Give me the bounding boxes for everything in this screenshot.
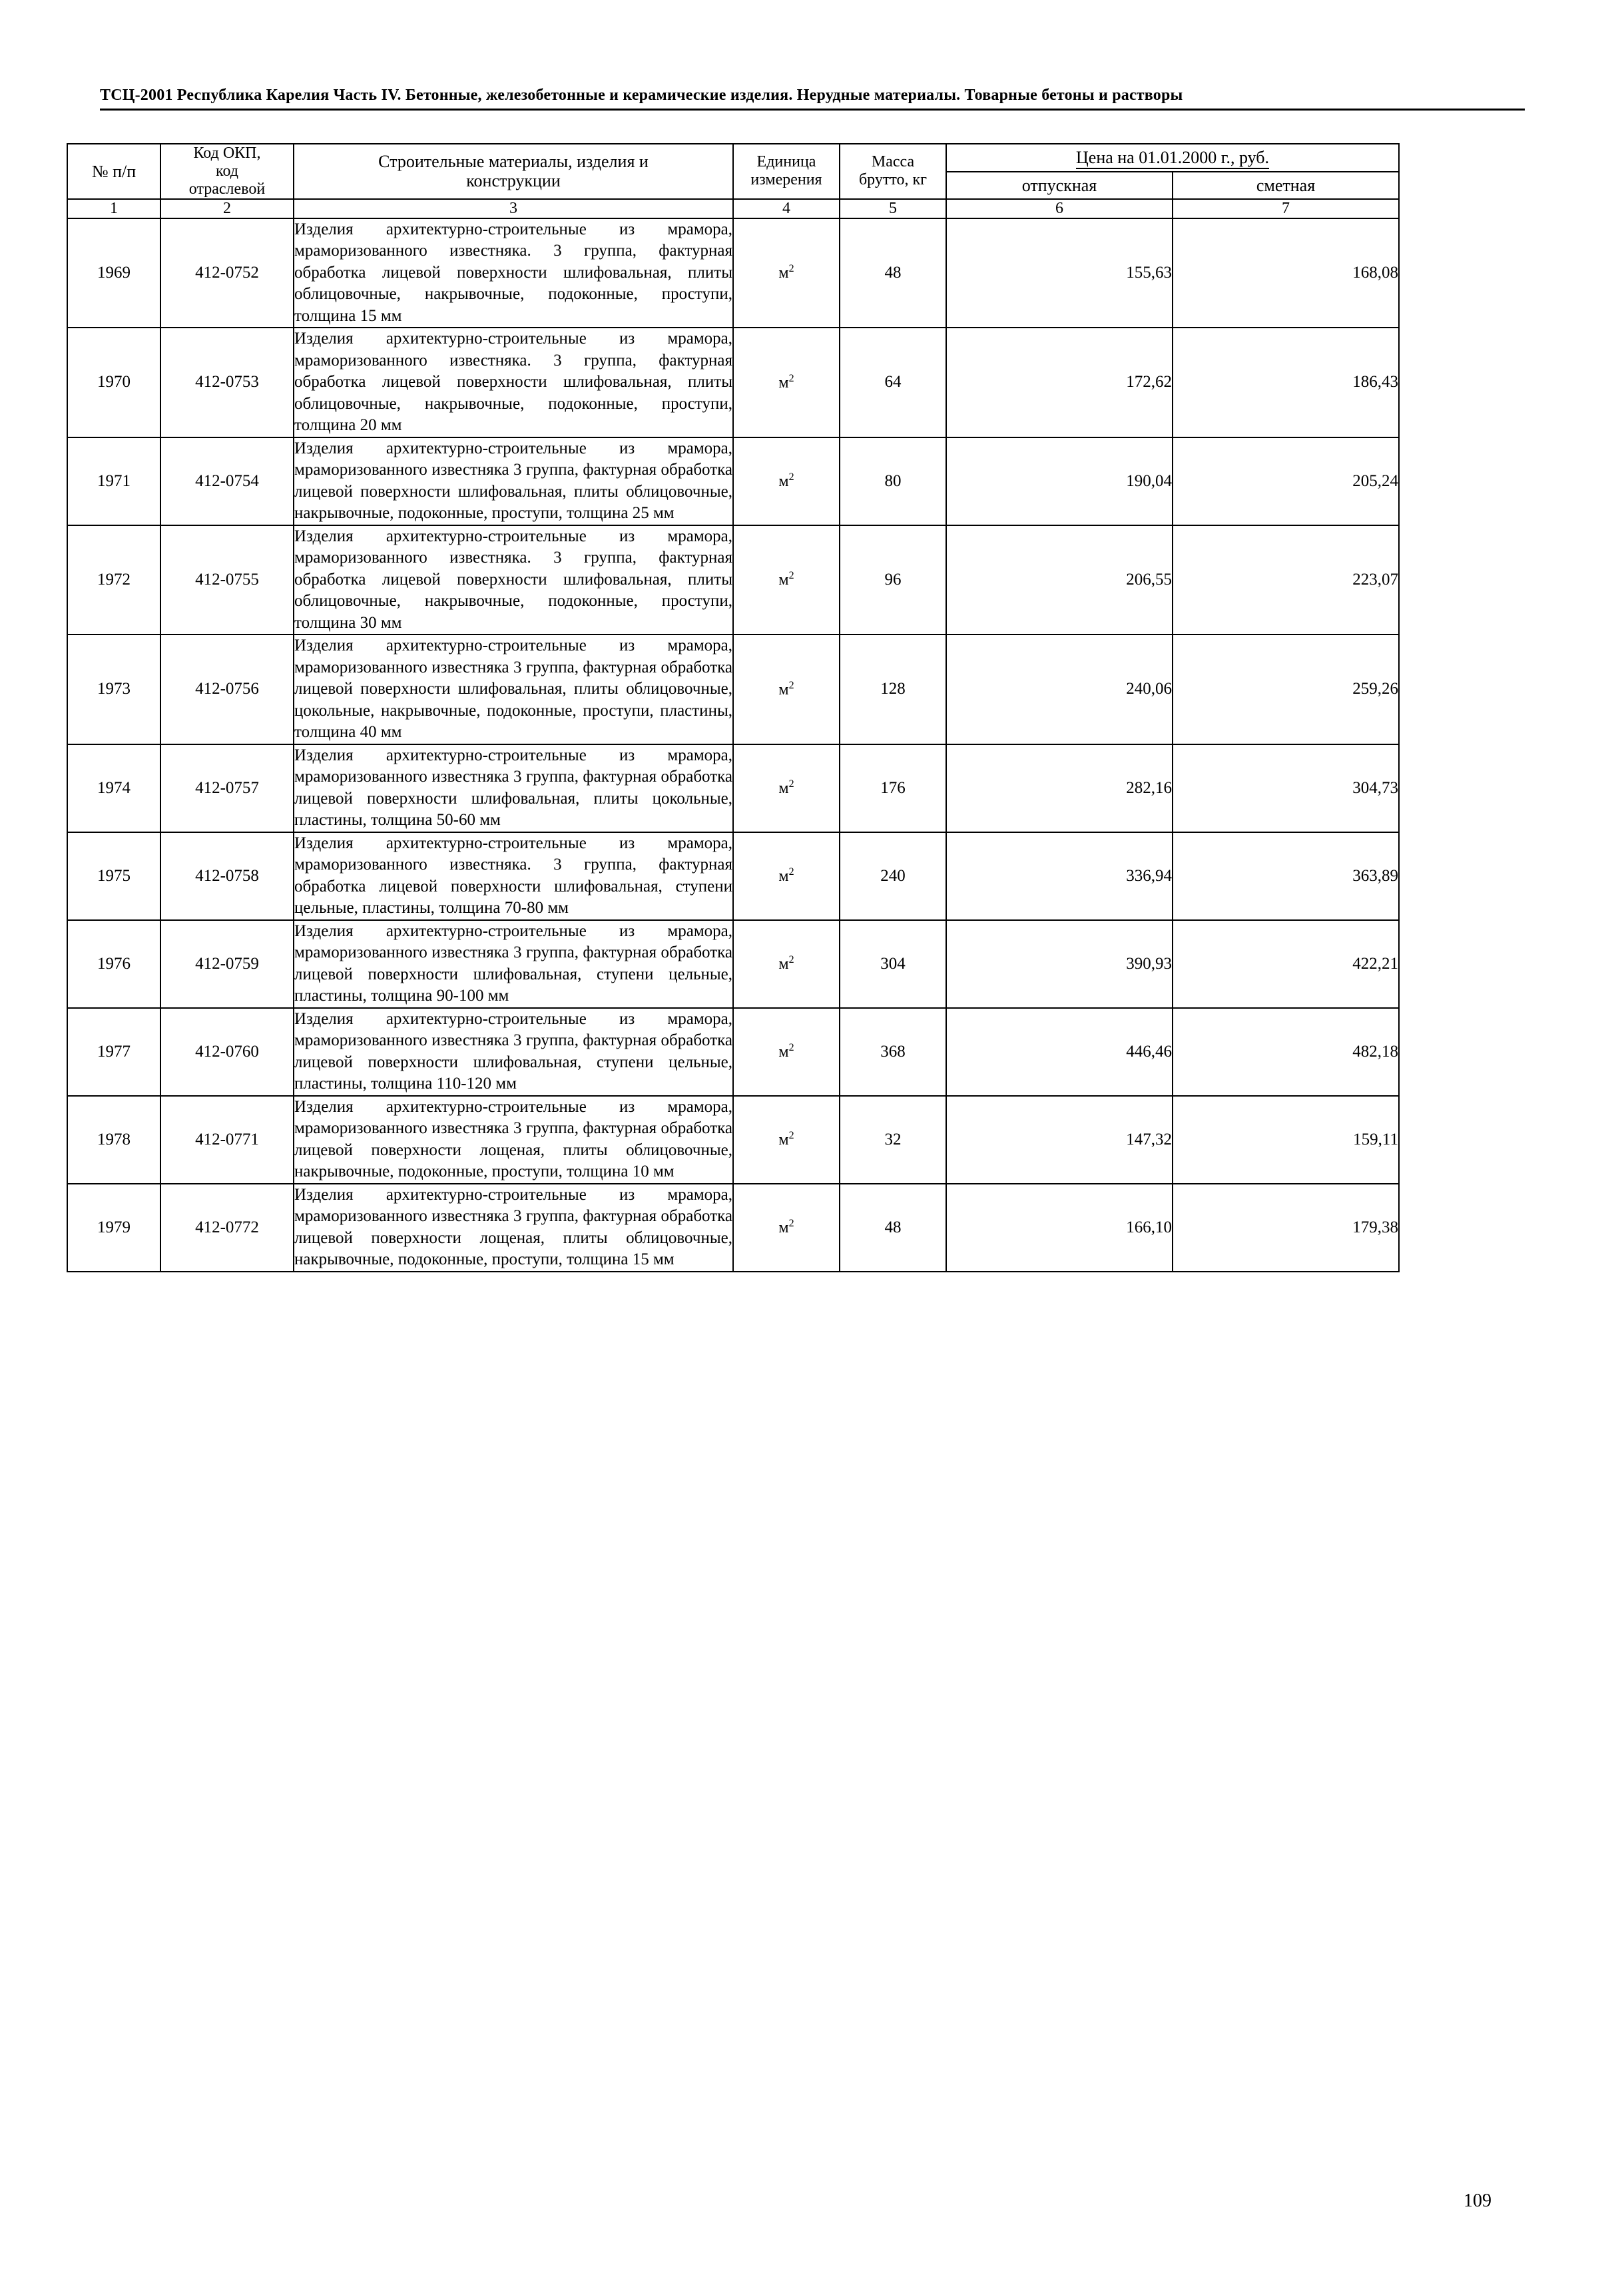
cell-number: 1975 xyxy=(67,832,160,920)
cell-price-estimate: 168,08 xyxy=(1173,218,1399,328)
cell-unit-value: м xyxy=(778,264,789,282)
cell-description: Изделия архитектурно-строительные из мрамора, мраморизованного известняка 3 группа, фактурная обработка лицевой поверхности шлифовальная, плиты облицовочные, цокольные, накрывочные, подоконные, проступи, пластины, толщина 40 мм xyxy=(294,635,733,744)
cell-price-wholesale: 206,55 xyxy=(946,525,1173,635)
cell-price-wholesale: 155,63 xyxy=(946,218,1173,328)
cell-description: Изделия архитектурно-строительные из мрамора, мраморизованного известняка. 3 группа, фактурная обработка лицевой поверхности шлифовальная, плиты облицовочные, накрывочные, подоконные, проступи, толщина 15 мм xyxy=(294,218,733,328)
cell-code: 412-0757 xyxy=(160,744,294,832)
cell-number: 1978 xyxy=(67,1096,160,1184)
cell-price-estimate: 223,07 xyxy=(1173,525,1399,635)
table-colnumber-row xyxy=(67,199,1399,218)
cell-price-wholesale: 172,62 xyxy=(946,328,1173,437)
cell-price-wholesale: 390,93 xyxy=(946,920,1173,1008)
cell-unit xyxy=(733,1008,840,1096)
cell-unit xyxy=(733,832,840,920)
cell-unit xyxy=(733,218,840,328)
cell-description: Изделия архитектурно-строительные из мрамора, мраморизованного известняка. 3 группа, фактурная обработка лицевой поверхности шлифовальная, ступени цельные, пластины, толщина 70-80 мм xyxy=(294,832,733,920)
page-number: 109 xyxy=(1464,2190,1491,2211)
colnumber-6: 6 xyxy=(946,199,1173,218)
table-row xyxy=(67,832,1399,920)
cell-unit-exponent: 2 xyxy=(788,372,794,384)
cell-unit-value: м xyxy=(778,473,789,491)
header-col-mass-line1: Масса xyxy=(871,153,915,171)
header-col-unit xyxy=(733,144,840,199)
header-price-group-label: Цена на 01.01.2000 г., руб. xyxy=(1076,148,1269,169)
header-col-description-line1: Строительные материалы, изделия и xyxy=(378,152,649,172)
cell-unit-exponent: 2 xyxy=(788,1218,794,1230)
cell-mass: 64 xyxy=(840,328,946,437)
cell-price-wholesale: 446,46 xyxy=(946,1008,1173,1096)
cell-unit-value: м xyxy=(778,374,789,391)
header-divider xyxy=(100,109,1525,111)
header-col-description xyxy=(294,144,733,199)
cell-price-wholesale: 166,10 xyxy=(946,1184,1173,1272)
cell-price-estimate: 363,89 xyxy=(1173,832,1399,920)
cell-mass: 32 xyxy=(840,1096,946,1184)
cell-unit xyxy=(733,1096,840,1184)
cell-description: Изделия архитектурно-строительные из мрамора, мраморизованного известняка 3 группа, фактурная обработка лицевой поверхности шлифовальная, плиты облицовочные, накрывочные, подоконные, проступи, толщина 25 мм xyxy=(294,437,733,525)
cell-number: 1974 xyxy=(67,744,160,832)
cell-unit xyxy=(733,328,840,437)
header-col-unit-line2: измерения xyxy=(750,171,822,189)
table-row xyxy=(67,635,1399,744)
cell-description: Изделия архитектурно-строительные из мрамора, мраморизованного известняка 3 группа, фактурная обработка лицевой поверхности лощеная, плиты облицовочные, накрывочные, подоконные, проступи, толщина 15 мм xyxy=(294,1184,733,1272)
colnumber-7: 7 xyxy=(1173,199,1399,218)
header-col-estimate: сметная xyxy=(1173,172,1399,199)
header-col-code-line3: отраслевой xyxy=(188,180,266,198)
cell-unit-exponent: 2 xyxy=(788,570,794,582)
cell-mass: 96 xyxy=(840,525,946,635)
cell-number: 1976 xyxy=(67,920,160,1008)
cell-unit-value: м xyxy=(778,571,789,589)
table-row xyxy=(67,1008,1399,1096)
cell-description: Изделия архитектурно-строительные из мрамора, мраморизованного известняка 3 группа, фактурная обработка лицевой поверхности лощеная, плиты облицовочные, накрывочные, подоконные, проступи, толщина 10 мм xyxy=(294,1096,733,1184)
cell-mass: 128 xyxy=(840,635,946,744)
cell-number: 1971 xyxy=(67,437,160,525)
cell-code: 412-0753 xyxy=(160,328,294,437)
cell-unit-exponent: 2 xyxy=(788,263,794,275)
header-col-description-line2: конструкции xyxy=(466,171,561,191)
table-row xyxy=(67,744,1399,832)
cell-price-estimate: 259,26 xyxy=(1173,635,1399,744)
cell-price-estimate: 159,11 xyxy=(1173,1096,1399,1184)
table-header-row xyxy=(67,144,1399,172)
cell-mass: 48 xyxy=(840,1184,946,1272)
cell-price-estimate: 186,43 xyxy=(1173,328,1399,437)
cell-code: 412-0755 xyxy=(160,525,294,635)
cell-description: Изделия архитектурно-строительные из мрамора, мраморизованного известняка 3 группа, фактурная обработка лицевой поверхности шлифовальная, плиты цокольные, пластины, толщина 50-60 мм xyxy=(294,744,733,832)
cell-price-estimate: 482,18 xyxy=(1173,1008,1399,1096)
header-col-mass xyxy=(840,144,946,199)
cell-mass: 80 xyxy=(840,437,946,525)
cell-code: 412-0760 xyxy=(160,1008,294,1096)
cell-unit xyxy=(733,525,840,635)
table-row xyxy=(67,328,1399,437)
cell-number: 1979 xyxy=(67,1184,160,1272)
page-header xyxy=(100,87,1525,111)
cell-unit-exponent: 2 xyxy=(788,778,794,790)
header-col-number: № п/п xyxy=(67,144,160,199)
cell-code: 412-0758 xyxy=(160,832,294,920)
cell-unit xyxy=(733,744,840,832)
cell-code: 412-0756 xyxy=(160,635,294,744)
cell-price-estimate: 422,21 xyxy=(1173,920,1399,1008)
cell-price-estimate: 205,24 xyxy=(1173,437,1399,525)
cell-unit xyxy=(733,920,840,1008)
cell-price-wholesale: 147,32 xyxy=(946,1096,1173,1184)
cell-unit-exponent: 2 xyxy=(788,1130,794,1142)
colnumber-1: 1 xyxy=(67,199,160,218)
header-col-code xyxy=(160,144,294,199)
cell-unit-value: м xyxy=(778,1043,789,1061)
table-row xyxy=(67,1184,1399,1272)
cell-unit-value: м xyxy=(778,1131,789,1149)
cell-unit-exponent: 2 xyxy=(788,679,794,691)
price-table xyxy=(67,143,1400,1272)
cell-number: 1970 xyxy=(67,328,160,437)
cell-mass: 176 xyxy=(840,744,946,832)
cell-price-wholesale: 282,16 xyxy=(946,744,1173,832)
cell-unit-exponent: 2 xyxy=(788,471,794,483)
colnumber-2: 2 xyxy=(160,199,294,218)
table-row xyxy=(67,1096,1399,1184)
header-col-unit-line1: Единица xyxy=(756,153,816,171)
cell-code: 412-0759 xyxy=(160,920,294,1008)
cell-unit-value: м xyxy=(778,780,789,798)
cell-number: 1977 xyxy=(67,1008,160,1096)
cell-mass: 48 xyxy=(840,218,946,328)
cell-description: Изделия архитектурно-строительные из мрамора, мраморизованного известняка 3 группа, фактурная обработка лицевой поверхности шлифовальная, ступени цельные, пластины, толщина 110-120 мм xyxy=(294,1008,733,1096)
cell-code: 412-0752 xyxy=(160,218,294,328)
cell-unit-value: м xyxy=(778,1219,789,1237)
cell-unit xyxy=(733,635,840,744)
table-row xyxy=(67,437,1399,525)
colnumber-5: 5 xyxy=(840,199,946,218)
cell-unit-exponent: 2 xyxy=(788,866,794,878)
cell-unit-value: м xyxy=(778,680,789,698)
cell-unit-exponent: 2 xyxy=(788,954,794,966)
cell-unit-value: м xyxy=(778,868,789,886)
cell-description: Изделия архитектурно-строительные из мрамора, мраморизованного известняка. 3 группа, фактурная обработка лицевой поверхности шлифовальная, плиты облицовочные, накрывочные, подоконные, проступи, толщина 20 мм xyxy=(294,328,733,437)
colnumber-3: 3 xyxy=(294,199,733,218)
header-col-mass-line2: брутто, кг xyxy=(858,171,928,189)
cell-unit xyxy=(733,437,840,525)
cell-price-wholesale: 240,06 xyxy=(946,635,1173,744)
table-row xyxy=(67,525,1399,635)
header-col-code-line1: Код ОКП, xyxy=(193,144,261,162)
cell-mass: 304 xyxy=(840,920,946,1008)
cell-price-estimate: 179,38 xyxy=(1173,1184,1399,1272)
cell-code: 412-0772 xyxy=(160,1184,294,1272)
cell-price-wholesale: 190,04 xyxy=(946,437,1173,525)
header-col-code-line2: код xyxy=(216,162,238,180)
table-row xyxy=(67,920,1399,1008)
cell-mass: 368 xyxy=(840,1008,946,1096)
cell-number: 1972 xyxy=(67,525,160,635)
cell-number: 1973 xyxy=(67,635,160,744)
cell-code: 412-0754 xyxy=(160,437,294,525)
colnumber-4: 4 xyxy=(733,199,840,218)
cell-unit xyxy=(733,1184,840,1272)
header-price-group xyxy=(946,144,1399,172)
cell-price-estimate: 304,73 xyxy=(1173,744,1399,832)
cell-description: Изделия архитектурно-строительные из мрамора, мраморизованного известняка. 3 группа, фактурная обработка лицевой поверхности шлифовальная, плиты облицовочные, накрывочные, подоконные, проступи, толщина 30 мм xyxy=(294,525,733,635)
table-row xyxy=(67,218,1399,328)
cell-price-wholesale: 336,94 xyxy=(946,832,1173,920)
cell-description: Изделия архитектурно-строительные из мрамора, мраморизованного известняка 3 группа, фактурная обработка лицевой поверхности шлифовальная, ступени цельные, пластины, толщина 90-100 мм xyxy=(294,920,733,1008)
cell-unit-value: м xyxy=(778,955,789,973)
table-body xyxy=(67,218,1399,1272)
cell-code: 412-0771 xyxy=(160,1096,294,1184)
cell-mass: 240 xyxy=(840,832,946,920)
cell-unit-exponent: 2 xyxy=(788,1042,794,1054)
header-col-wholesale: отпускная xyxy=(946,172,1173,199)
cell-number: 1969 xyxy=(67,218,160,328)
running-title: ТСЦ-2001 Республика Карелия Часть IV. Бетонные, железобетонные и керамические изделия. Нерудные материалы. Товарные бетоны и растворы xyxy=(100,87,1183,104)
